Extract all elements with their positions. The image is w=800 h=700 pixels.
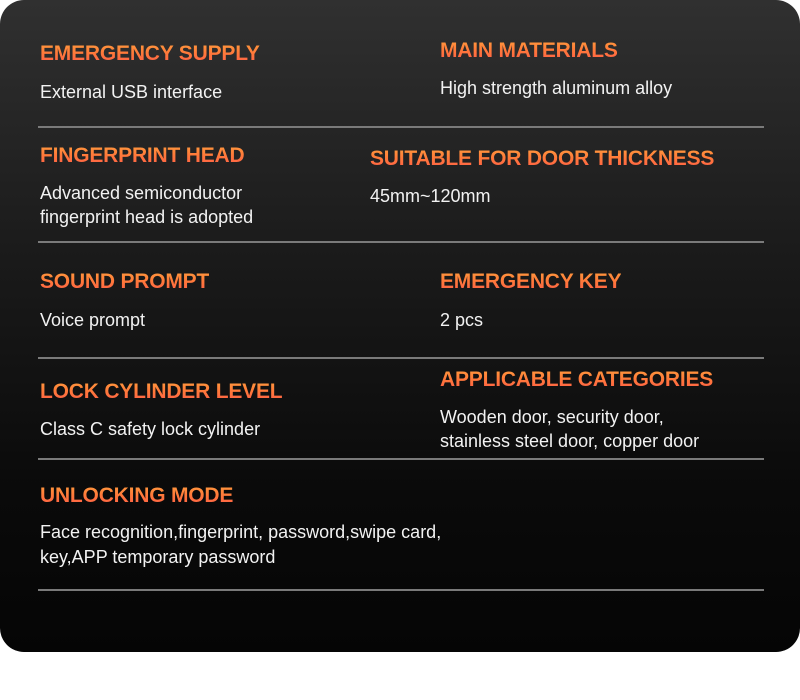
door-thickness-title: SUITABLE FOR DOOR THICKNESS	[370, 147, 715, 170]
emergency-key-title: EMERGENCY KEY	[440, 270, 622, 293]
emergency-key-value: 2 pcs	[440, 310, 484, 330]
main-materials-title: MAIN MATERIALS	[440, 39, 618, 62]
fingerprint-head-value-line2: fingerprint head is adopted	[40, 207, 254, 227]
applicable-categories-value-line1: Wooden door, security door,	[440, 407, 664, 427]
unlocking-mode-value-line1: Face recognition,fingerprint, password,swipe card,	[40, 522, 442, 542]
sound-prompt-value: Voice prompt	[40, 310, 146, 330]
fingerprint-head-value-line1: Advanced semiconductor	[40, 183, 243, 203]
fingerprint-head-title: FINGERPRINT HEAD	[40, 144, 245, 167]
divider	[38, 241, 764, 243]
applicable-categories-title: APPLICABLE CATEGORIES	[440, 368, 714, 391]
lock-cylinder-value: Class C safety lock cylinder	[40, 419, 261, 439]
unlocking-mode-title: UNLOCKING MODE	[40, 484, 234, 507]
emergency-supply-value: External USB interface	[40, 82, 223, 102]
main-materials-value: High strength aluminum alloy	[440, 78, 673, 98]
divider	[38, 357, 764, 359]
lock-cylinder-title: LOCK CYLINDER LEVEL	[40, 380, 283, 403]
unlocking-mode-value-line2: key,APP temporary password	[40, 547, 276, 567]
divider	[38, 126, 764, 128]
applicable-categories-value-line2: stainless steel door, copper door	[440, 431, 700, 451]
emergency-supply-title: EMERGENCY SUPPLY	[40, 42, 260, 65]
divider	[38, 458, 764, 460]
sound-prompt-title: SOUND PROMPT	[40, 270, 210, 293]
divider	[38, 589, 764, 591]
door-thickness-value: 45mm~120mm	[370, 186, 491, 206]
